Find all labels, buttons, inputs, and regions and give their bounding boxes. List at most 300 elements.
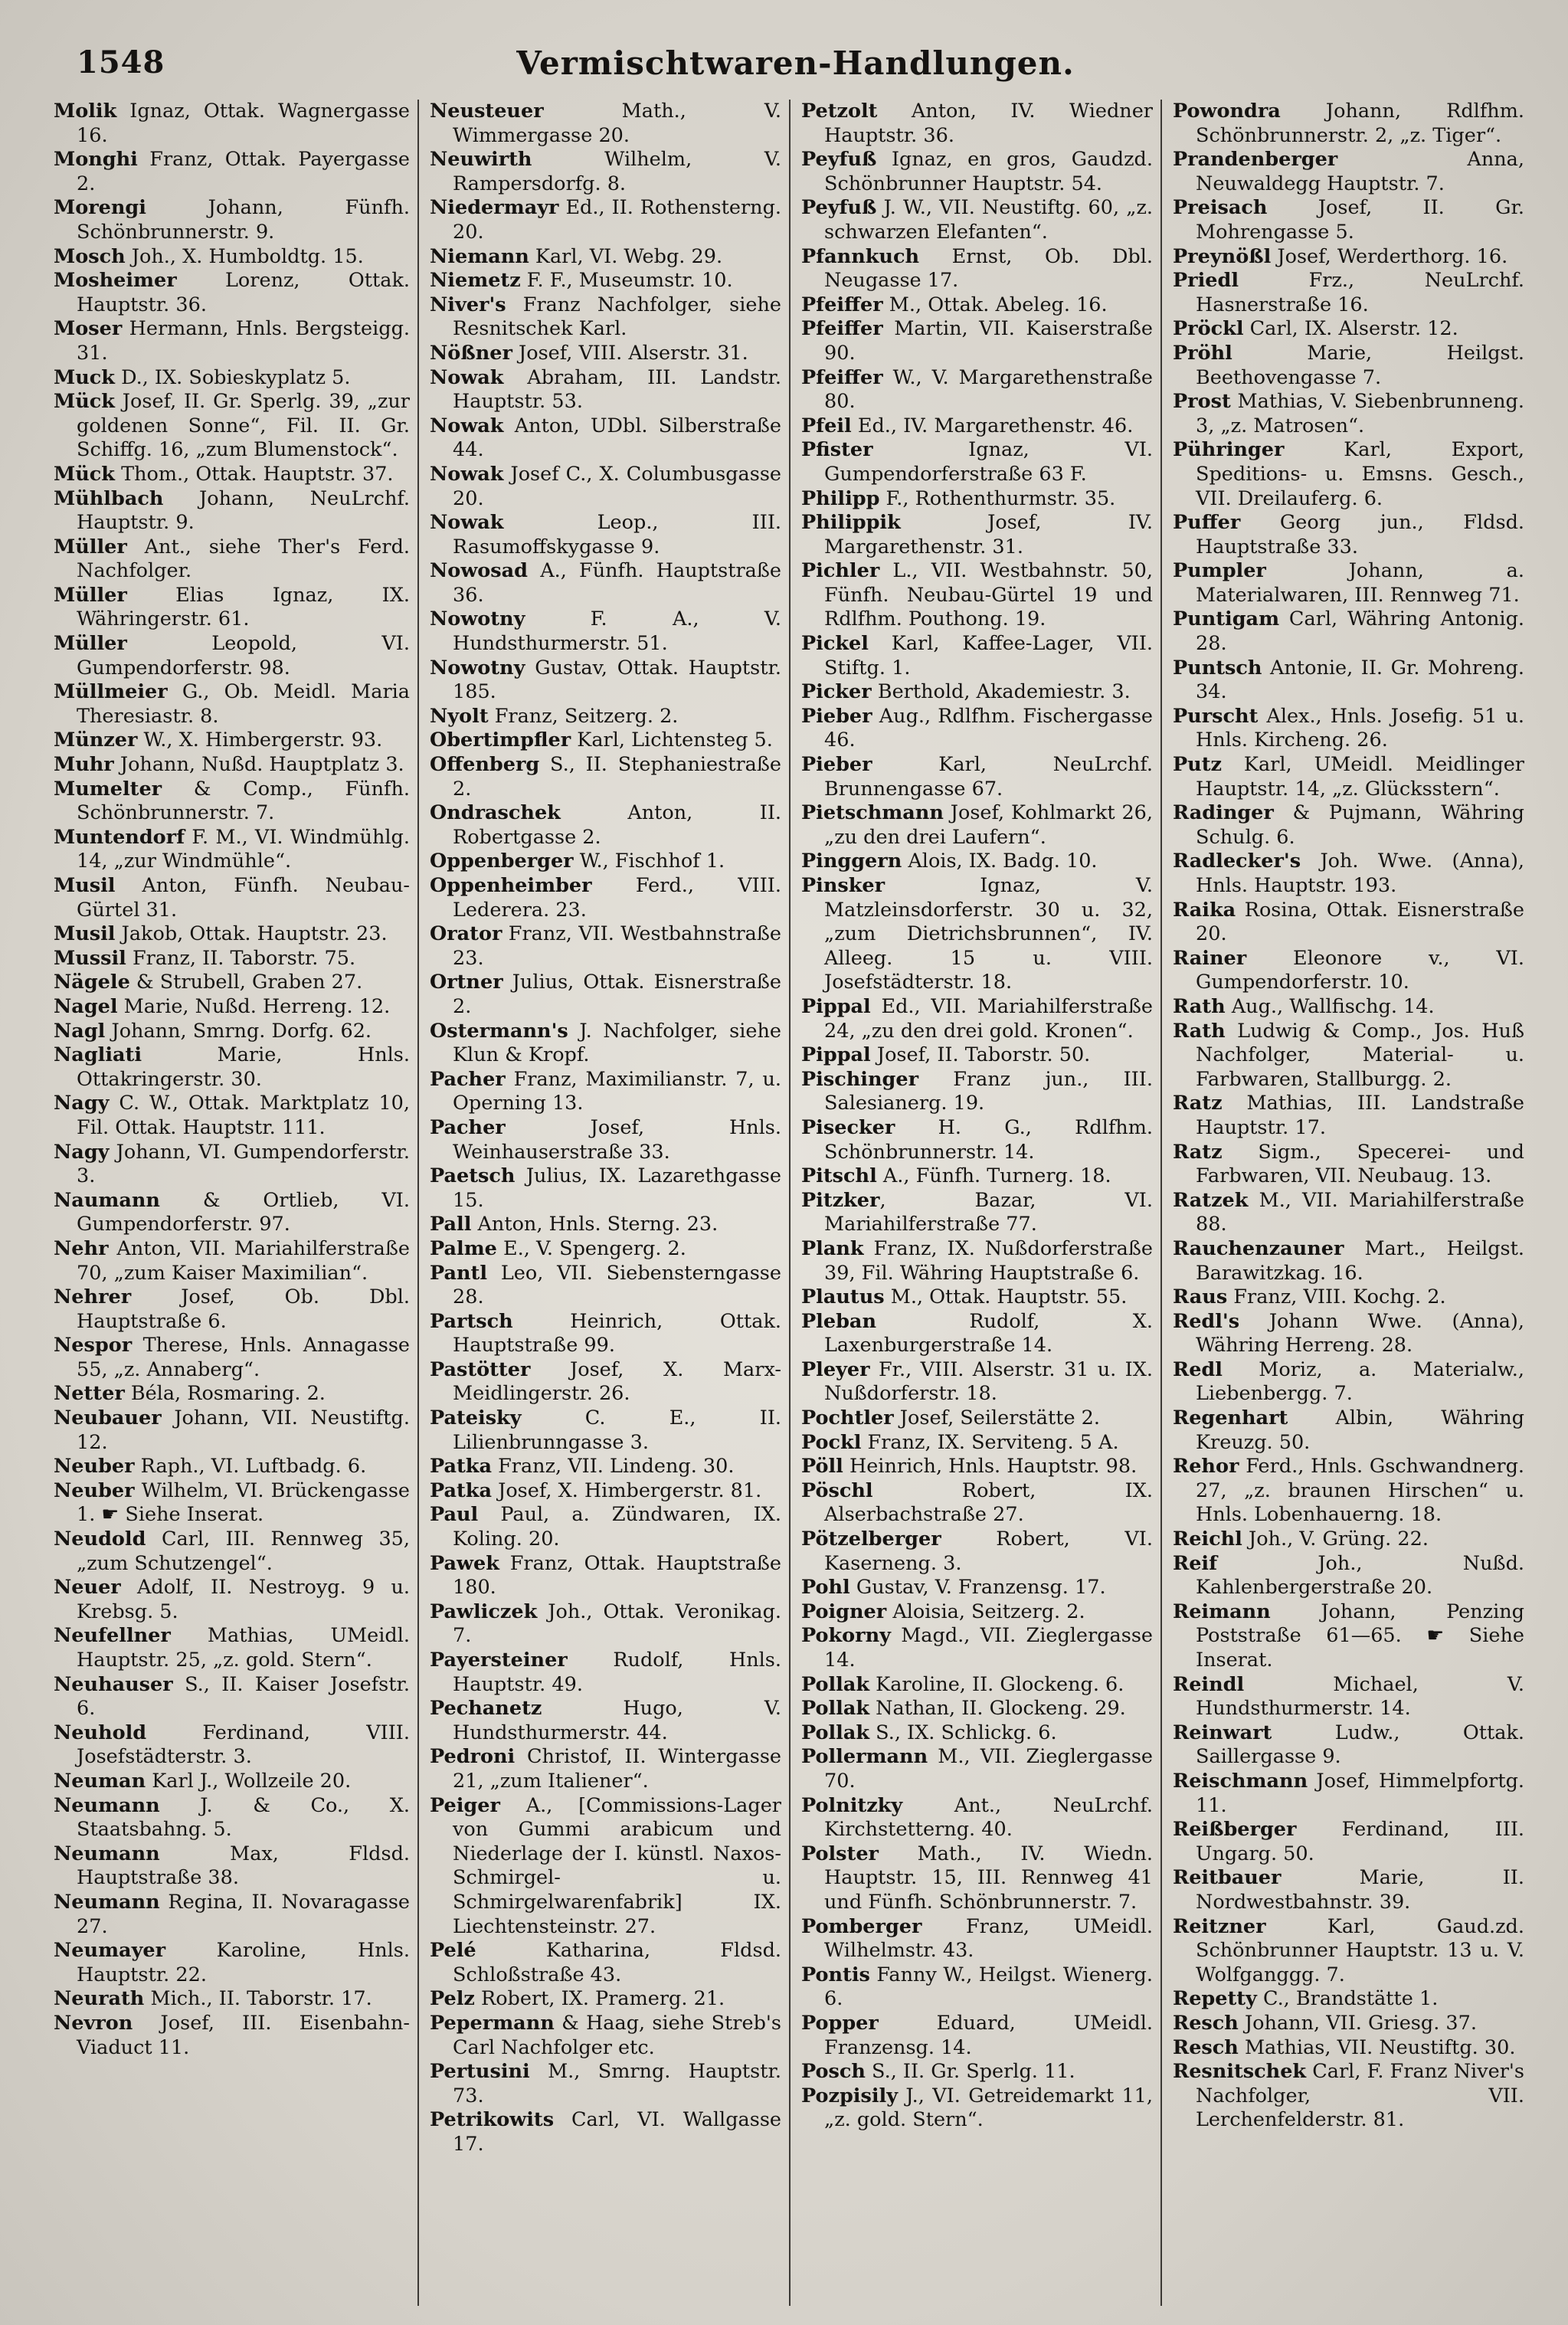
directory-entry: [430, 196, 781, 244]
entry-name: Oppenberger: [430, 850, 574, 873]
entry-detail: Berthold, Akademiestr. 3.: [871, 680, 1131, 704]
entry-name: Nagy: [54, 1140, 110, 1164]
entry-detail: Ant., siehe Ther's Ferd. Nachfolger.: [77, 535, 410, 583]
directory-entry: [430, 1262, 781, 1310]
entry-name: Pöll: [801, 1455, 843, 1479]
directory-entry: [54, 1479, 410, 1528]
directory-entry: [1173, 342, 1524, 390]
directory-entry: [801, 680, 1153, 705]
entry-detail: Christof, II. Wintergasse 21, „zum Italiener“.: [453, 1745, 781, 1793]
entry-name: Pawek: [430, 1551, 499, 1575]
directory-entry: [54, 874, 410, 922]
directory-entry: [430, 559, 781, 607]
directory-entry: [801, 1164, 1153, 1189]
running-title: Vermischtwaren-Handlungen.: [516, 44, 1075, 82]
entry-name: Putz: [1173, 753, 1222, 777]
entry-name: Resch: [1173, 2035, 1239, 2059]
directory-entry: [430, 511, 781, 559]
entry-name: Mosch: [54, 244, 126, 268]
entry-detail: Josef, X. Himbergerstr. 81.: [491, 1479, 762, 1502]
entry-name: Peiger: [430, 1793, 500, 1817]
entry-name: Ortner: [430, 971, 503, 994]
directory-entry: [430, 2108, 781, 2156]
directory-entry: [1173, 245, 1524, 270]
entry-detail: C., Brandstätte 1.: [1256, 1987, 1439, 2011]
directory-entry: [1173, 1552, 1524, 1600]
directory-entry: [430, 1794, 781, 1940]
entry-detail: Alex., Hnls. Josefig. 51 u. Hnls. Kircheng. 26.: [1196, 704, 1524, 752]
entry-name: Prost: [1173, 390, 1231, 414]
entry-name: Obertimpfler: [430, 729, 571, 752]
entry-name: Polnitzky: [801, 1793, 903, 1817]
page-number: 1548: [77, 44, 165, 80]
entry-name: Neuhold: [54, 1721, 147, 1744]
entry-name: Pohl: [801, 1576, 850, 1600]
entry-name: Philippik: [801, 511, 901, 535]
entry-name: Powondra: [1173, 100, 1281, 123]
entry-name: Pantl: [430, 1261, 488, 1285]
entry-detail: Joh. Wwe. (Anna), Hnls. Hauptstr. 193.: [1196, 850, 1524, 897]
entry-name: Pastötter: [430, 1357, 531, 1381]
entry-detail: Joh., V. Grüng. 22.: [1242, 1528, 1429, 1551]
directory-entry: [1173, 995, 1524, 1020]
entry-name: Resch: [1173, 2011, 1239, 2035]
entry-name: Repetty: [1173, 1987, 1257, 2011]
entry-name: Picker: [801, 680, 872, 704]
entry-name: Nowak: [430, 414, 504, 437]
directory-entry: [1173, 850, 1524, 898]
directory-entry: [430, 1479, 781, 1504]
entry-name: Pleyer: [801, 1357, 870, 1381]
entry-name: Pelz: [430, 1987, 475, 2011]
column-4: [1160, 100, 1532, 2306]
directory-entry: [801, 1189, 1153, 1237]
entry-detail: Marie, Nußd. Herreng. 12.: [117, 994, 391, 1018]
directory-entry: [1173, 511, 1524, 559]
directory-entry: [1173, 100, 1524, 148]
directory-entry: [430, 874, 781, 922]
entry-detail: Franz jun., III. Salesianerg. 19.: [824, 1067, 1153, 1115]
entry-detail: Hermann, Hnls. Bergsteigg. 31.: [77, 317, 410, 365]
entry-name: Polster: [801, 1842, 879, 1865]
directory-entry: [1173, 1189, 1524, 1237]
entry-name: Pacher: [430, 1115, 506, 1139]
entry-detail: Johann, Penzing Poststraße 61—65. ☛ Siehe Inserat.: [1196, 1600, 1524, 1672]
entry-detail: W., V. Margarethenstraße 80.: [824, 365, 1153, 414]
entry-detail: Ignaz, VI. Gumpendorferstraße 63 F.: [824, 438, 1153, 486]
directory-entry: [430, 2060, 781, 2108]
entry-name: Rainer: [1173, 946, 1247, 970]
entry-detail: & Comp., Fünfh. Schönbrunnerstr. 7.: [77, 777, 410, 825]
entry-name: Peyfuß: [801, 196, 877, 220]
entry-name: Pfannkuch: [801, 244, 920, 268]
entry-name: Mühlbach: [54, 486, 164, 510]
entry-detail: Franz, UMeidl. Wilhelmstr. 43.: [824, 1914, 1153, 1963]
entry-detail: Karl, Lichtensteg 5.: [571, 729, 773, 752]
directory-entry: [801, 995, 1153, 1043]
entry-detail: Karl, VI. Webg. 29.: [529, 244, 723, 268]
directory-entry: [430, 342, 781, 366]
entry-detail: A., [Commissions-Lager von Gummi arabicum und Niederlage der I. künstl. Naxos-Schmirgel- u. Schmirgelwarenfabrik] IX. Liechtensteinstr. 27.: [453, 1793, 781, 1938]
directory-entry: [801, 245, 1153, 293]
entry-detail: S., II. Stephaniestraße 2.: [453, 753, 781, 801]
directory-entry: [1173, 2012, 1524, 2036]
entry-detail: M., VII. Zieglergasse 70.: [824, 1745, 1153, 1793]
entry-detail: S., II. Kaiser Josefstr. 6.: [77, 1672, 410, 1721]
entry-name: Nagliati: [54, 1043, 142, 1067]
entry-detail: Robert, IX. Alserbachstraße 27.: [824, 1479, 1153, 1527]
directory-entry: [1173, 1673, 1524, 1721]
entry-name: Reimann: [1173, 1600, 1271, 1623]
directory-entry: [54, 148, 410, 196]
directory-entry: [1173, 1721, 1524, 1770]
entry-name: Offenberg: [430, 753, 540, 777]
entry-detail: Johann Wwe. (Anna), Währing Herreng. 28.: [1196, 1309, 1524, 1357]
directory-entry: [54, 1455, 410, 1479]
entry-detail: Franz, Ottak. Hauptstraße 180.: [453, 1551, 781, 1600]
entry-detail: Raph., VI. Luftbadg. 6.: [134, 1455, 367, 1479]
directory-entry: [430, 1600, 781, 1649]
entry-name: Petrikowits: [430, 2108, 555, 2132]
entry-detail: Ignaz, en gros, Gaudzd. Schönbrunner Hauptstr. 54.: [824, 148, 1153, 195]
directory-entry: [54, 971, 410, 995]
entry-detail: Ernst, Ob. Dbl. Neugasse 17.: [824, 244, 1153, 293]
entry-detail: Josef C., X. Columbusgasse 20.: [453, 462, 781, 510]
entry-name: Raika: [1173, 898, 1236, 922]
directory-entry: [54, 1141, 410, 1189]
entry-detail: W., X. Himbergerstr. 93.: [137, 729, 383, 752]
entry-name: Plautus: [801, 1285, 885, 1309]
directory-entry: [801, 317, 1153, 365]
directory-entry: [54, 729, 410, 753]
entry-detail: Johann, Smrng. Dorfg. 62.: [105, 1019, 372, 1043]
directory-entry: [801, 414, 1153, 439]
directory-entry: [54, 947, 410, 971]
entry-detail: Franz, VII. Westbahnstraße 23.: [453, 922, 781, 970]
entry-detail: Joh., X. Humboldtg. 15.: [125, 244, 364, 268]
directory-entry: [54, 584, 410, 632]
entry-name: Paul: [430, 1503, 479, 1527]
entry-name: Pichler: [801, 559, 880, 583]
directory-entry: [54, 245, 410, 270]
entry-name: Nyolt: [430, 704, 489, 728]
directory-entry: [801, 850, 1153, 874]
entry-detail: M., Smrng. Hauptstr. 73.: [453, 2060, 781, 2107]
entry-name: Neuman: [54, 1769, 146, 1793]
entry-detail: Anton, VII. Mariahilferstraße 70, „zum Kaiser Maximilian“.: [77, 1236, 410, 1285]
entry-name: Neurath: [54, 1987, 145, 2011]
entry-detail: Johann, Nußd. Hauptplatz 3.: [113, 753, 404, 777]
directory-entry: [801, 705, 1153, 753]
entry-detail: Frz., NeuLrchf. Hasnerstraße 16.: [1196, 269, 1524, 316]
directory-entry: [801, 1043, 1153, 1068]
entry-detail: Ferdinand, VIII. Josefstädterstr. 3.: [77, 1721, 410, 1769]
entry-detail: Carl, Währing Antonig. 28.: [1196, 607, 1524, 656]
entry-name: Nehr: [54, 1236, 109, 1260]
entry-detail: Karl, NeuLrchf. Brunnengasse 67.: [824, 753, 1153, 801]
entry-detail: , Bazar, VI. Mariahilferstraße 77.: [824, 1188, 1153, 1236]
entry-detail: Leo, VII. Siebensterngasse 28.: [453, 1261, 781, 1309]
entry-detail: Nathan, II. Glockeng. 29.: [869, 1697, 1126, 1721]
entry-name: Nägele: [54, 971, 130, 994]
directory-entry: [1173, 1818, 1524, 1866]
entry-detail: Aloisia, Seitzerg. 2.: [886, 1600, 1085, 1623]
entry-name: Pechanetz: [430, 1697, 542, 1721]
directory-entry: [54, 1987, 410, 2012]
entry-name: Reif: [1173, 1551, 1218, 1575]
entry-name: Preisach: [1173, 196, 1268, 220]
entry-name: Redl's: [1173, 1309, 1240, 1333]
directory-entry: [54, 753, 410, 778]
directory-entry: [801, 874, 1153, 995]
directory-entry: [1173, 705, 1524, 753]
entry-detail: Johann, VII. Neustiftg. 12.: [77, 1406, 410, 1454]
directory-entry: [430, 1020, 781, 1068]
entry-name: Pötzelberger: [801, 1528, 941, 1551]
entry-name: Neumann: [54, 1793, 160, 1817]
entry-detail: Carl, III. Rennweg 35, „zum Schutzengel“.: [77, 1528, 410, 1575]
entry-detail: Fr., VIII. Alserstr. 31 u. IX. Nußdorferstr. 18.: [824, 1357, 1153, 1406]
entry-name: Mück: [54, 462, 115, 486]
directory-entry: [54, 1673, 410, 1721]
entry-detail: & Haag, siehe Streb's Carl Nachfolger etc.: [453, 2011, 781, 2059]
entry-detail: Karl, Kaffee-Lager, VII. Stiftg. 1.: [824, 632, 1153, 679]
entry-detail: & Ortlieb, VI. Gumpendorferstr. 97.: [77, 1188, 410, 1236]
entry-detail: Karoline, II. Glockeng. 6.: [869, 1672, 1124, 1696]
entry-name: Niver's: [430, 293, 506, 316]
entry-detail: M., Ottak. Hauptstr. 55.: [884, 1285, 1128, 1309]
directory-entry: [801, 632, 1153, 680]
entry-name: Pippal: [801, 1043, 871, 1067]
entry-name: Pontis: [801, 1963, 870, 1986]
directory-entry: [430, 1987, 781, 2012]
directory-entry: [54, 366, 410, 391]
entry-detail: Wilhelm, VI. Brückengasse 1. ☛ Siehe Inserat.: [77, 1479, 410, 1527]
directory-entry: [430, 366, 781, 414]
entry-name: Pateisky: [430, 1406, 522, 1430]
entry-name: Pockl: [801, 1430, 862, 1454]
entry-detail: Karl, Gaud.zd. Schönbrunner Hauptstr. 13 u. V. Wolfganggg. 7.: [1196, 1914, 1524, 1986]
directory-entry: [1173, 1600, 1524, 1673]
entry-detail: F. A., V. Hundsthurmerstr. 51.: [453, 607, 781, 656]
entry-name: Petzolt: [801, 100, 878, 123]
directory-entry: [54, 826, 410, 874]
directory-entry: [430, 1310, 781, 1358]
entry-name: Reichl: [1173, 1528, 1242, 1551]
directory-entry: [801, 438, 1153, 486]
entry-name: Neusteuer: [430, 100, 544, 123]
directory-entry: [801, 487, 1153, 512]
entry-detail: M., VII. Mariahilferstraße 88.: [1196, 1188, 1524, 1236]
entry-name: Rauchenzauner: [1173, 1236, 1344, 1260]
entry-name: Reitzner: [1173, 1914, 1266, 1938]
entry-name: Neufellner: [54, 1624, 171, 1648]
entry-detail: Josef, II. Gr. Mohrengasse 5.: [1196, 196, 1524, 244]
entry-name: Muck: [54, 365, 115, 389]
entry-detail: Abraham, III. Landstr. Hauptstr. 53.: [453, 365, 781, 414]
entry-name: Pfeiffer: [801, 293, 883, 316]
entry-detail: J. Nachfolger, siehe Klun & Kropf.: [453, 1019, 781, 1067]
directory-entry: [430, 1939, 781, 1987]
entry-name: Pfeiffer: [801, 365, 883, 389]
entry-detail: Magd., VII. Zieglergasse 14.: [824, 1624, 1153, 1672]
entry-detail: Regina, II. Novaragasse 27.: [77, 1890, 410, 1938]
entry-detail: Josef, VIII. Alserstr. 31.: [512, 341, 748, 365]
directory-entry: [54, 1576, 410, 1624]
entry-name: Radinger: [1173, 801, 1274, 825]
entry-name: Regenhart: [1173, 1406, 1288, 1430]
entry-detail: Franz Nachfolger, siehe Resnitschek Karl.: [453, 293, 781, 341]
entry-name: Pühringer: [1173, 438, 1285, 462]
entry-detail: Adolf, II. Nestroyg. 9 u. Krebsg. 5.: [77, 1576, 410, 1623]
directory-entry: [54, 1624, 410, 1672]
entry-name: Rath: [1173, 994, 1226, 1018]
directory-entry: [801, 1915, 1153, 1963]
directory-entry: [801, 1576, 1153, 1600]
directory-entry: [54, 1189, 410, 1237]
entry-name: Payersteiner: [430, 1649, 568, 1672]
entry-name: Neuber: [54, 1455, 135, 1479]
directory-entry: [1173, 390, 1524, 438]
entry-name: Pippal: [801, 994, 871, 1018]
directory-entry: [54, 1382, 410, 1406]
entry-detail: Lorenz, Ottak. Hauptstr. 36.: [77, 269, 410, 316]
entry-detail: Julius, Ottak. Eisnerstraße 2.: [453, 971, 781, 1018]
directory-entry: [801, 1116, 1153, 1164]
entry-detail: F., Rothenthurmstr. 35.: [879, 486, 1116, 510]
directory-entry: [430, 1213, 781, 1237]
entry-detail: Marie, II. Nordwestbahnstr. 39.: [1196, 1866, 1524, 1914]
entry-detail: Josef, X. Marx-Meidlingerstr. 26.: [453, 1357, 781, 1406]
entry-name: Moser: [54, 317, 123, 341]
entry-name: Radlecker's: [1173, 850, 1301, 873]
entry-name: Redl: [1173, 1357, 1223, 1381]
entry-name: Naumann: [54, 1188, 160, 1212]
entry-name: Peyfuß: [801, 148, 877, 172]
directory-entry: [54, 922, 410, 947]
directory-entry: [54, 632, 410, 680]
entry-name: Resnitschek: [1173, 2060, 1307, 2084]
entry-name: Pollak: [801, 1721, 870, 1744]
directory-entry: [801, 753, 1153, 801]
entry-detail: Ludwig & Comp., Jos. Huß Nachfolger, Material- u. Farbwaren, Stallburgg. 2.: [1196, 1019, 1524, 1091]
directory-entry: [430, 1116, 781, 1164]
directory-entry: [1173, 1866, 1524, 1914]
entry-detail: Joh., Nußd. Kahlenbergerstraße 20.: [1196, 1551, 1524, 1600]
entry-name: Münzer: [54, 729, 138, 752]
entry-name: Rath: [1173, 1019, 1226, 1043]
entry-name: Muntendorf: [54, 825, 185, 849]
directory-entry: [801, 1721, 1153, 1746]
entry-name: Musil: [54, 922, 116, 946]
directory-entry: [54, 269, 410, 317]
directory-entry: [430, 1552, 781, 1600]
entry-name: Pertusini: [430, 2060, 530, 2084]
entry-name: Reindl: [1173, 1672, 1245, 1696]
entry-detail: Mathias, VII. Neustiftg. 30.: [1238, 2035, 1516, 2059]
entry-name: Pieber: [801, 753, 872, 777]
entry-name: Pitzker: [801, 1188, 880, 1212]
entry-name: Pollak: [801, 1697, 870, 1721]
entry-detail: Carl, F. Franz Niver's Nachfolger, VII. Lerchenfelderstr. 81.: [1196, 2060, 1524, 2132]
entry-detail: Leop., III. Rasumoffskygasse 9.: [453, 511, 781, 558]
entry-name: Pollak: [801, 1672, 870, 1696]
directory-entry: [1173, 657, 1524, 705]
directory-entry: [801, 148, 1153, 196]
directory-entry: [430, 293, 781, 342]
directory-entry: [801, 366, 1153, 414]
entry-name: Ratzek: [1173, 1188, 1249, 1212]
entry-detail: Katharina, Fldsd. Schloßstraße 43.: [453, 1939, 781, 1986]
directory-entry: [1173, 947, 1524, 995]
directory-entry: [430, 1697, 781, 1745]
entry-detail: Franz, VII. Lindeng. 30.: [491, 1455, 735, 1479]
directory-entry: [430, 245, 781, 270]
entry-name: Musil: [54, 874, 116, 897]
entry-name: Nößner: [430, 341, 512, 365]
entry-name: Neumayer: [54, 1939, 166, 1963]
entry-detail: Heinrich, Hnls. Hauptstr. 98.: [843, 1455, 1138, 1479]
entry-name: Reischmann: [1173, 1769, 1308, 1793]
column-2: [417, 100, 789, 2306]
directory-entry: [1173, 1770, 1524, 1818]
entry-name: Pall: [430, 1213, 472, 1236]
directory-entry: [801, 1745, 1153, 1793]
entry-name: Oppenheimber: [430, 874, 592, 897]
entry-name: Pieber: [801, 704, 872, 728]
entry-name: Patka: [430, 1479, 492, 1502]
directory-entry: [1173, 148, 1524, 196]
entry-name: Pozpisily: [801, 2084, 899, 2107]
entry-name: Partsch: [430, 1309, 513, 1333]
entry-detail: Johann, NeuLrchf. Hauptstr. 9.: [77, 486, 410, 535]
entry-name: Philipp: [801, 486, 880, 510]
entry-name: Reißberger: [1173, 1818, 1297, 1842]
entry-name: Neuer: [54, 1576, 121, 1600]
directory-entry: [801, 1455, 1153, 1479]
entry-name: Paetsch: [430, 1164, 516, 1188]
directory-entry: [430, 2012, 781, 2060]
directory-entry: [1173, 1915, 1524, 1988]
entry-detail: Leopold, VI. Gumpendorferstr. 98.: [77, 632, 410, 679]
entry-name: Pacher: [430, 1067, 506, 1091]
directory-entry: [54, 1794, 410, 1842]
directory-entry: [54, 535, 410, 584]
entry-name: Niemann: [430, 244, 529, 268]
entry-detail: Michael, V. Hundsthurmerstr. 14.: [1196, 1672, 1524, 1721]
entry-detail: Josef, III. Eisenbahn-Viaduct 11.: [77, 2011, 410, 2059]
directory-entry: [54, 1092, 410, 1140]
entry-name: Pinsker: [801, 874, 885, 897]
entry-detail: Johann, Fünfh. Schönbrunnerstr. 9.: [77, 196, 410, 244]
directory-entry: [54, 317, 410, 365]
entry-name: Pietschmann: [801, 801, 944, 825]
entry-detail: Ed., IV. Margarethenstr. 46.: [851, 414, 1134, 437]
entry-name: Nagl: [54, 1019, 106, 1043]
directory-entry: [430, 971, 781, 1019]
directory-entry: [801, 2060, 1153, 2084]
directory-entry: [430, 100, 781, 148]
entry-name: Pedroni: [430, 1745, 516, 1769]
entry-name: Poigner: [801, 1600, 887, 1623]
directory-entry: [430, 922, 781, 971]
entry-name: Pawliczek: [430, 1600, 538, 1623]
entry-name: Ratz: [1173, 1140, 1223, 1164]
entry-detail: Anton, Fünfh. Neubau-Gürtel 31.: [77, 874, 410, 922]
directory-entry: [54, 1237, 410, 1285]
entry-detail: Rudolf, X. Laxenburgerstraße 14.: [824, 1309, 1153, 1357]
entry-detail: Josef, Hnls. Weinhauserstraße 33.: [453, 1115, 781, 1164]
